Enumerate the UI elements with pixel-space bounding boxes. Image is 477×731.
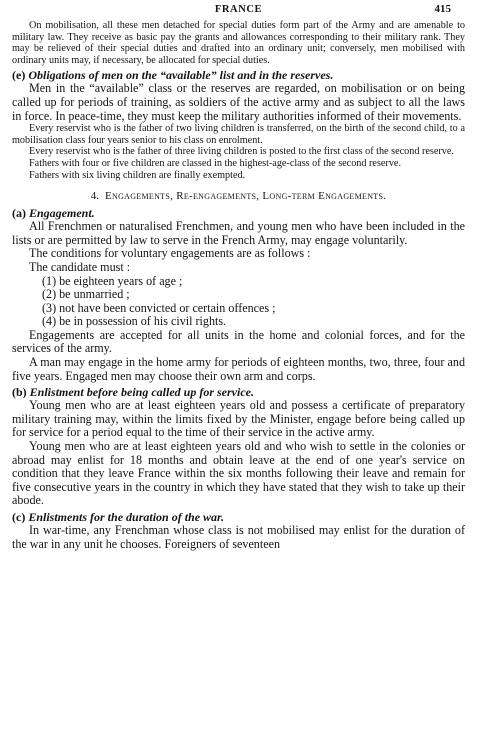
page-number: 415	[434, 3, 451, 15]
section-c-heading	[12, 510, 465, 524]
war-enlistment-paragraph: In war-time, any Frenchman whose class is not mobilised may enlist for the duration of the war in any unit he chooses. Foreigners of seventeen	[12, 523, 465, 551]
candidate-line: The candidate must :	[29, 259, 131, 274]
conditions-line: The conditions for voluntary engagements are as follows :	[29, 246, 311, 261]
section-b-title: Enlistment before being called up for service.	[29, 385, 254, 400]
section-b-marker: (b)	[12, 385, 27, 400]
home-army-engagement: A man may engage in the home army for periods of eighteen months, two, three, four and five years. Engaged men may choose their own arm and corps.	[12, 355, 465, 383]
engagements-accepted: Engagements are accepted for all units in the home and colonial forces, and for the services of the army.	[12, 327, 465, 356]
list-item: (4) be in possession of his civil rights.	[42, 314, 227, 329]
reservist-note-1: Every reservist who is the father of two living children is transferred, on the birth of the second child, to a mobilisation class four years senior to his class on enrolment.	[12, 123, 465, 146]
section-c-marker: (c)	[12, 510, 26, 524]
section-4-number: 4.	[90, 190, 99, 203]
running-title: FRANCE	[214, 4, 263, 15]
list-item: (2) be unmarried ;	[42, 287, 130, 302]
section-4-heading	[12, 189, 465, 203]
conditions-list	[12, 275, 465, 329]
running-header	[12, 0, 465, 20]
list-item: (1) be eighteen years of age ;	[42, 273, 183, 288]
section-a-title: Engagement.	[29, 206, 95, 221]
section-e-title: Obligations of men on the “available” list and in the reserves.	[28, 68, 334, 83]
mobilisation-paragraph: On mobilisation, all these men detached for special duties form part of the Army and are amenable to military law. They receive as basic pay the grants and allowances corresponding to their military rank. They may be relieved of their special duties and drafted into an ordinary unit; conversely, men mobilised with ordinary units may, if necessary, be allocated for special duties.	[12, 20, 465, 66]
section-4-title: Engagements, Re-engagements, Long-term Engagements.	[104, 190, 387, 203]
section-a-marker: (a)	[12, 206, 26, 221]
list-item: (3) not have been convicted or certain offences ;	[42, 300, 276, 315]
section-e-heading	[12, 68, 465, 82]
section-a-heading	[12, 206, 465, 220]
reservist-note-2: Every reservist who is the father of three living children is posted to the first class of the second reserve.	[29, 146, 454, 158]
section-e-marker: (e)	[12, 68, 26, 83]
section-c-title: Enlistments for the duration of the war.	[28, 510, 225, 524]
section-b-heading	[12, 385, 465, 399]
reservist-note-4: Fathers with six living children are finally exempted.	[29, 169, 246, 181]
engagement-intro: All Frenchmen or naturalised Frenchmen, and young men who have been included in the lists or are permitted by law to serve in the French Army, may engage voluntarily.	[12, 219, 465, 247]
enlistment-paragraph-2: Young men who are at least eighteen years old and who wish to settle in the colonies or abroad may enlist for 18 months and obtain leave at the end of one year's service on condition that they leave France within the six months following their leave and remain for five consecutive years in the country in which they have stated that they wish to take up their abode.	[12, 439, 465, 508]
section-e-body: Men in the “available” class or the reserves are regarded, on mobilisation or on being called up for periods of training, as soldiers of the active army and as subject to all the laws in force. In peace-time, they must keep the military authorities informed of their movements.	[12, 81, 465, 123]
reservist-note-3: Fathers with four or five children are classed in the highest-age-class of the second reserve.	[29, 157, 401, 169]
enlistment-paragraph-1: Young men who are at least eighteen years old and possess a certificate of preparatory military training may, within the limits fixed by the Minister, engage before being called up for service for a period equal to the time of their service in the active army.	[12, 398, 465, 440]
